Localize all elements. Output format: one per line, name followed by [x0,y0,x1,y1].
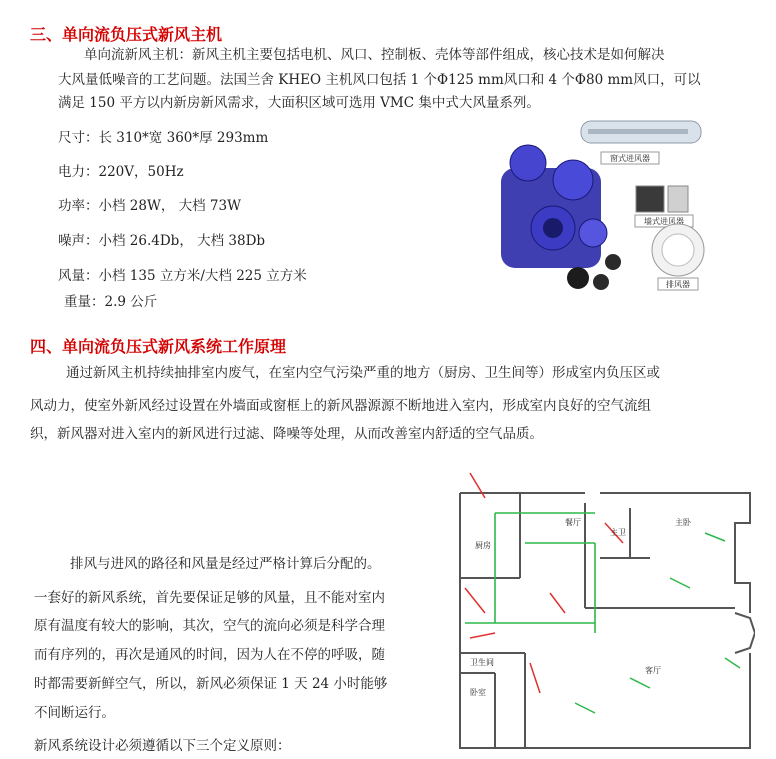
left-text-line-7: 新风系统设计必须遵循以下三个定义原则： [34,738,291,754]
supply-arrows [575,533,740,713]
room-bathroom: 卫生间 [470,658,494,667]
room-living: 客厅 [645,666,661,675]
left-text-line-5: 时都需要新鲜空气，所以，新风必须保证 1 天 24 小时能够 [34,676,388,692]
product-photo [493,118,723,298]
room-master-bedroom: 主卧 [675,518,691,527]
left-text-line-3: 原有温度有较大的影响，其次，空气的流向必须是科学合理 [34,618,385,634]
spec-weight: 重量：2.9 公斤 [64,294,158,310]
section-3-heading: 三、单向流负压式新风主机 [30,25,223,44]
airflow-ducts [465,513,595,633]
label-window-vent: 窗式进风器 [610,154,650,163]
section-4-heading: 四、单向流负压式新风系统工作原理 [30,337,287,356]
spec-airflow: 风量：小档 135 立方米/大档 225 立方米 [58,268,307,284]
room-dining: 餐厅 [565,518,581,527]
left-text-line-4: 而有序列的，再次是通风的时间，因为人在不停的呼吸，随 [34,647,385,663]
section-4-line-3: 织，新风器对进入室内的新风进行过滤、降噪等处理，从而改善室内舒适的空气品质。 [30,426,543,442]
fresh-air-main-unit [501,145,607,268]
room-master-bath: 主卫 [610,528,626,537]
section-4-line-2: 风动力，使室外新风经过设置在外墙面或窗框上的新风器源源不断地进入室内，形成室内良好的空气流组 [30,398,651,414]
section-3-line-2: 大风量低噪音的工艺问题。法国兰舍 KHEO 主机风口包括 1 个Φ125 mm风口和 4 个Φ80 mm风口，可以 [58,72,701,88]
wall-vent-unit [636,186,664,212]
spec-noise: 噪声：小档 26.4Db， 大档 38Db [58,233,266,249]
left-text-line-2: 一套好的新风系统，首先要保证足够的风量，且不能对室内 [34,590,385,606]
spec-size: 尺寸：长 310*宽 360*厚 293mm [58,130,269,146]
spec-power: 功率：小档 28W， 大档 73W [58,198,241,214]
floor-plan-walls [460,493,755,748]
section-3-line-3: 满足 150 平方以内新房新风需求，大面积区域可选用 VMC 集中式大风量系列。 [58,95,540,111]
left-text-line-6: 不间断运行。 [34,705,115,721]
label-wall-vent: 墙式进风器 [644,217,684,226]
section-3-line-1: 单向流新风主机：新风主机主要包括电机、风口、控制板、壳体等部件组成，核心技术是如何解决 [84,47,665,63]
section-4-line-1: 通过新风主机持续抽排室内废气，在室内空气污染严重的地方（厨房、卫生间等）形成室内负压区或 [66,365,660,381]
room-bedroom: 卧室 [470,688,486,697]
label-exhaust-vent: 排风器 [666,280,690,289]
floor-plan-diagram [455,463,755,753]
room-kitchen: 厨房 [475,541,491,550]
spec-power-supply: 电力：220V，50Hz [58,164,184,180]
left-text-line-1: 排风与进风的路径和风量是经过严格计算后分配的。 [70,556,381,572]
